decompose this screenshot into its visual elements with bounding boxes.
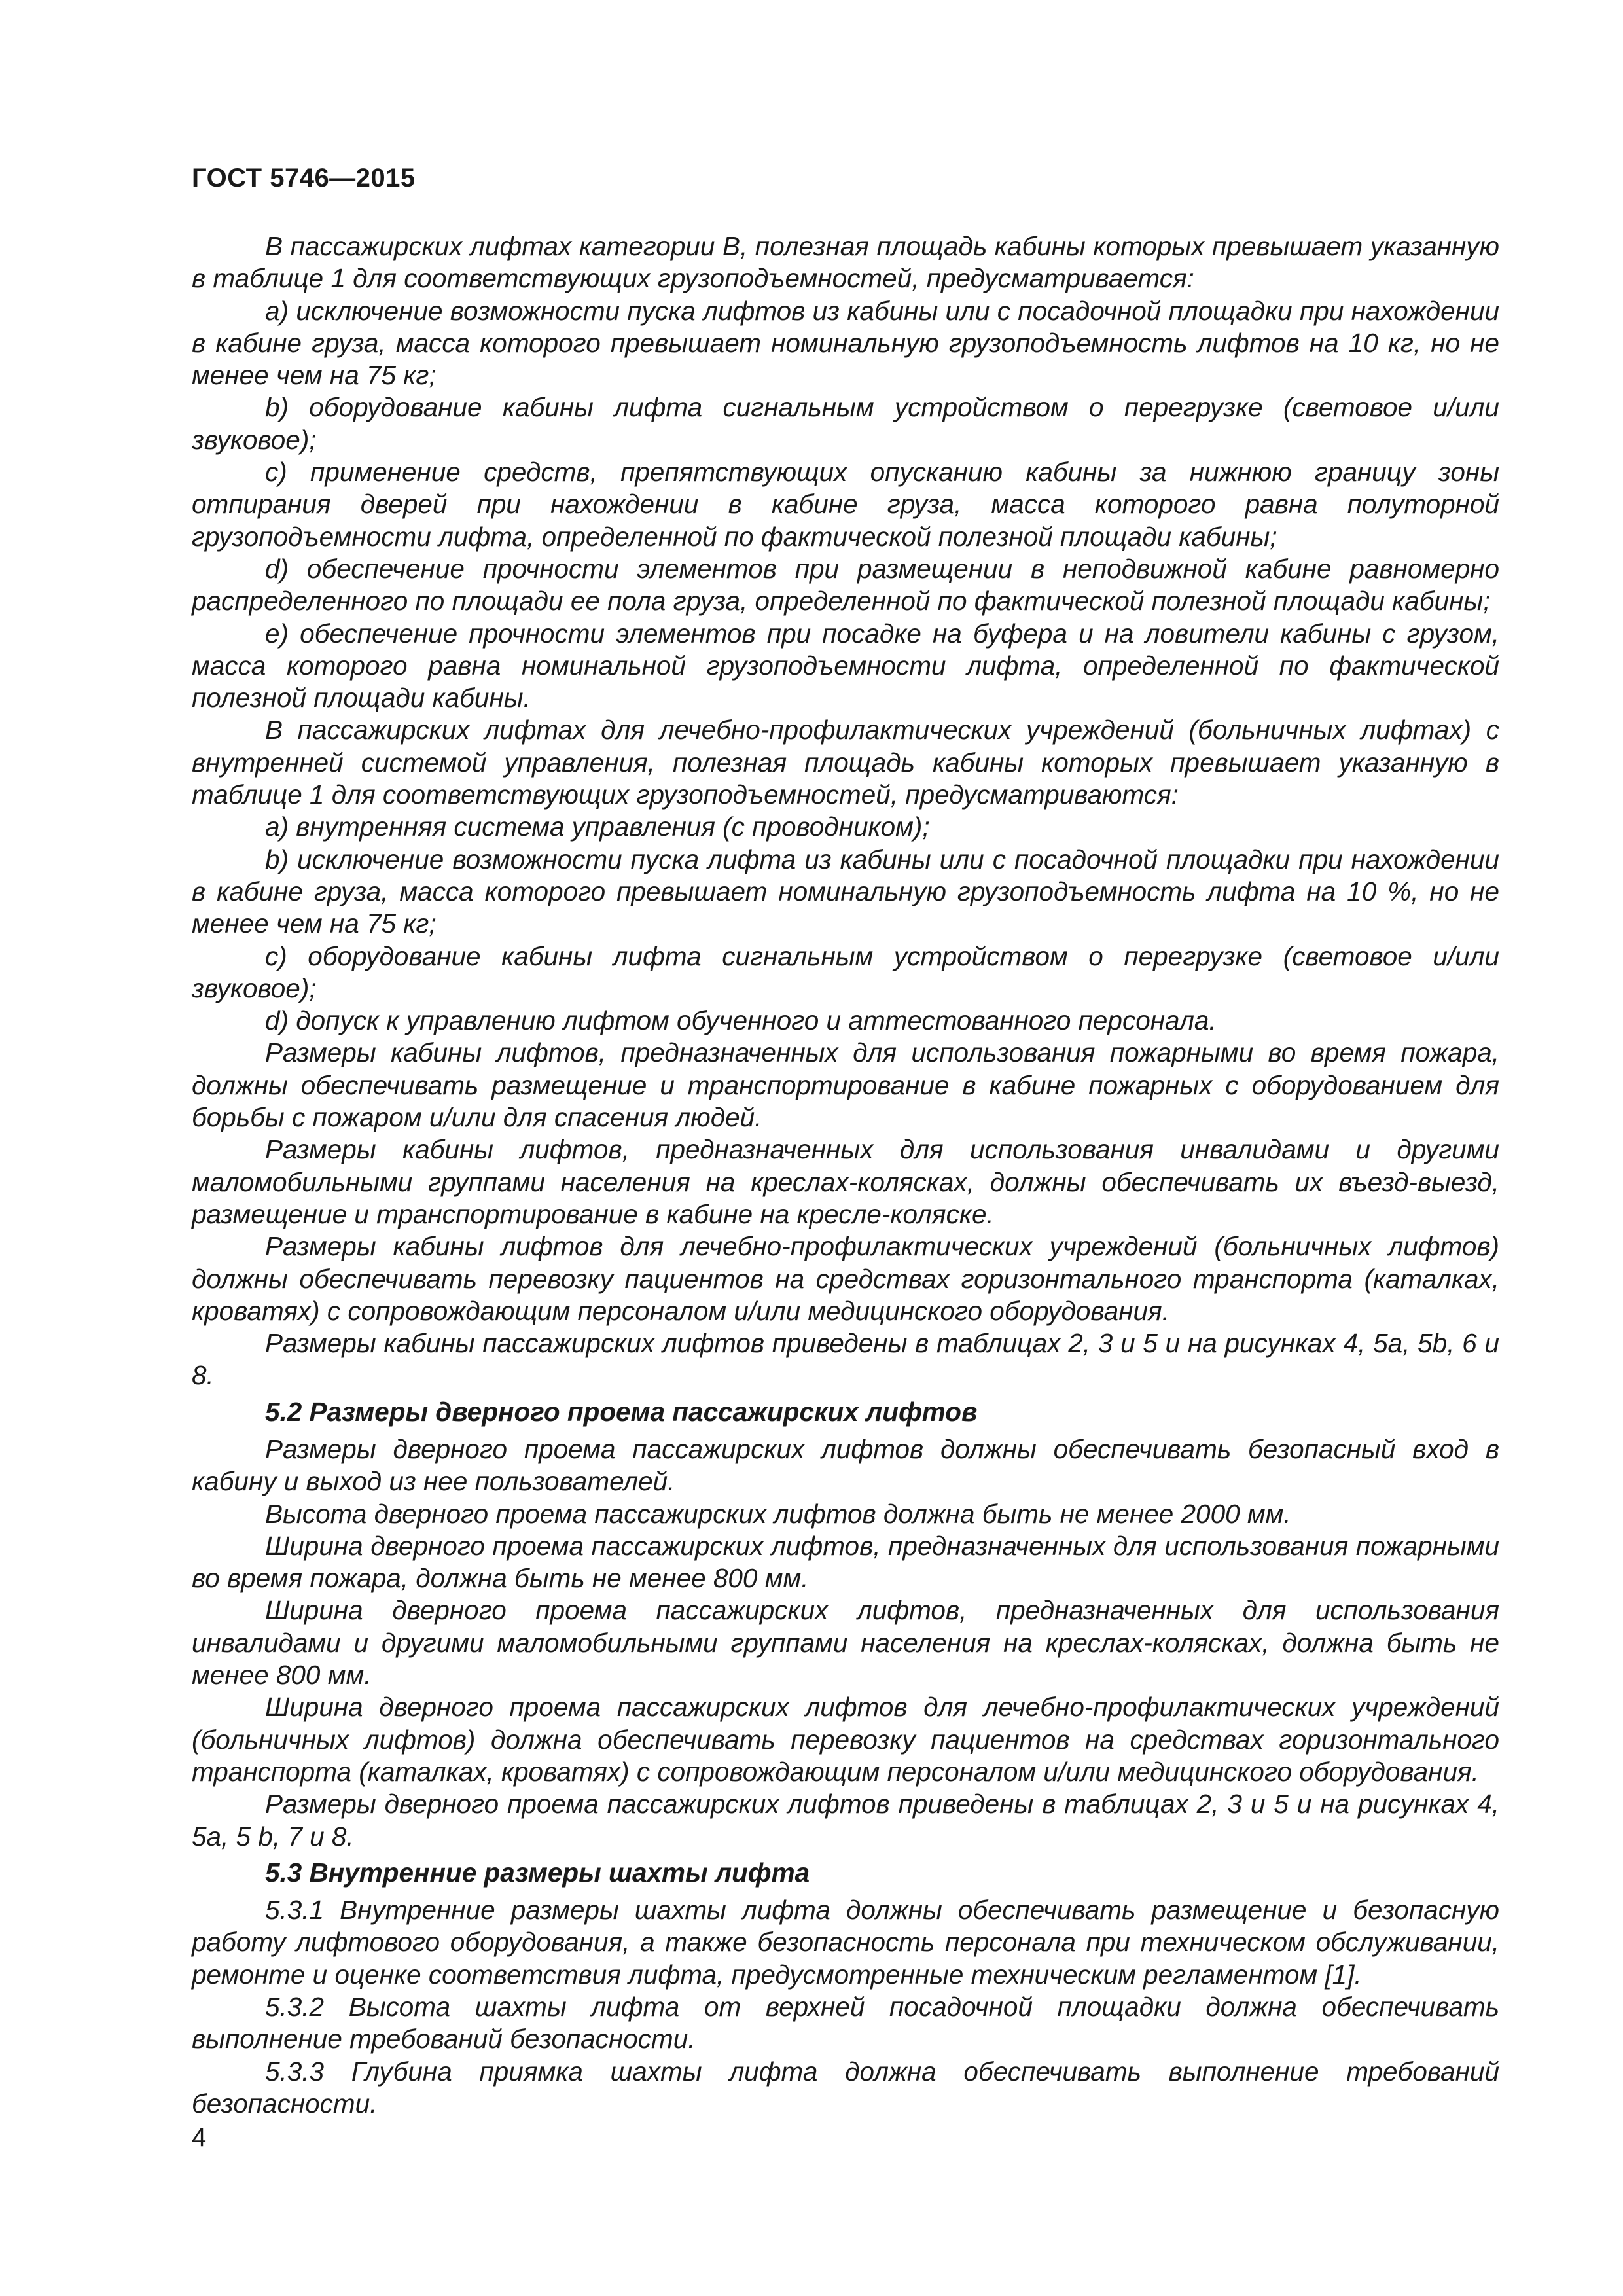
list-item: b) исключение возможности пуска лифта из кабины или с посадочной площадки при нахождении в кабине груза, масса которого превышает номинальную грузоподъемность лифта на 10 %, но не менее чем на 75 кг; <box>192 844 1499 939</box>
list-item: b) оборудование кабины лифта сигнальным устройством о перегрузке (световое и/или звуковое); <box>192 392 1499 455</box>
page-number: 4 <box>192 2123 207 2152</box>
list-item: d) обеспечение прочности элементов при размещении в неподвижной кабине равномерно распределенного по площади ее пола груза, определенной по фактической полезной площади кабины; <box>192 553 1499 617</box>
paragraph: Высота дверного проема пассажирских лифтов должна быть не менее 2000 мм. <box>265 1498 1291 1529</box>
section-heading: 5.2 Размеры дверного проема пассажирских лифтов <box>265 1396 978 1427</box>
paragraph: Размеры кабины лифтов, предназначенных для использования инвалидами и другими маломобильными группами населения на креслах-колясках, должны обеспечивать их въезд-выезд, размещение и транспортирование в кабине на кресле-коляске. <box>192 1134 1499 1229</box>
paragraph: В пассажирских лифтах категории В, полезная площадь кабины которых превышает указанную в таблице 1 для соответствующих грузоподъемностей, предусматривается: <box>192 231 1499 294</box>
paragraph: Размеры дверного проема пассажирских лифтов должны обеспечивать безопасный вход в кабину и выход из нее пользователей. <box>192 1433 1499 1497</box>
paragraph: Размеры дверного проема пассажирских лифтов приведены в таблицах 2, 3 и 5 и на рисунках 4, 5а, 5 b, 7 и 8. <box>192 1789 1499 1852</box>
list-item: e) обеспечение прочности элементов при посадке на буфера и на ловители кабины с грузом, масса которого равна номинальной грузоподъемности лифта, определенной по фактической полезной площади кабины. <box>192 618 1499 713</box>
list-item: a) внутренняя система управления (с проводником); <box>265 812 930 842</box>
list-item: d) допуск к управлению лифтом обученного и аттестованного персонала. <box>265 1005 1217 1036</box>
paragraph: 5.3.1 Внутренние размеры шахты лифта должны обеспечивать размещение и безопасную работу лифтового оборудования, а также безопасность персонала при техническом обслуживании, ремонте и оценке соответствия лифта, предусмотренные техническим регламентом [1]. <box>192 1895 1499 1990</box>
paragraph: Размеры кабины лифтов, предназначенных для использования пожарными во время пожара, должны обеспечивать размещение и транспортирование в кабине пожарных с оборудованием для борьбы с пожаром и/или для спасения людей. <box>192 1037 1499 1133</box>
paragraph: Ширина дверного проема пассажирских лифтов, предназначенных для использования пожарными во время пожара, должна быть не менее 800 мм. <box>192 1530 1499 1594</box>
paragraph: Размеры кабины пассажирских лифтов приведены в таблицах 2, 3 и 5 и на рисунках 4, 5а, 5b, 6 и 8. <box>192 1328 1499 1391</box>
section-heading: 5.3 Внутренние размеры шахты лифта <box>265 1857 810 1888</box>
paragraph: Размеры кабины лифтов для лечебно-профилактических учреждений (больничных лифтов) должны обеспечивать перевозку пациентов на средствах горизонтального транспорта (каталках, кроватях) с сопровождающим персоналом и/или медицинского оборудования. <box>192 1231 1499 1326</box>
document-body <box>192 230 1499 2120</box>
paragraph: 5.3.2 Высота шахты лифта от верхней посадочной площадки должна обеспечивать выполнение требований безопасности. <box>192 1992 1499 2054</box>
paragraph: 5.3.3 Глубина приямка шахты лифта должна обеспечивать выполнение требований безопасности. <box>192 2056 1499 2119</box>
paragraph: Ширина дверного проема пассажирских лифтов, предназначенных для использования инвалидами и другими маломобильными группами населения на креслах-колясках, должна быть не менее 800 мм. <box>192 1595 1499 1691</box>
list-item: c) оборудование кабины лифта сигнальным устройством о перегрузке (световое и/или звуковое); <box>192 941 1499 1003</box>
document-header: ГОСТ 5746—2015 <box>192 164 416 192</box>
paragraph: Ширина дверного проема пассажирских лифтов для лечебно-профилактических учреждений (больничных лифтов) должна обеспечивать перевозку пациентов на средствах горизонтального транспорта (каталках, кроватях) с сопровождающим персоналом и/или медицинского оборудования. <box>192 1692 1499 1787</box>
list-item: a) исключение возможности пуска лифтов из кабины или с посадочной площадки при нахождении в кабине груза, масса которого превышает номинальную грузоподъемность лифтов на 10 кг, но не менее чем на 75 кг; <box>192 295 1499 391</box>
paragraph: В пассажирских лифтах для лечебно-профилактических учреждений (больничных лифтах) с внутренней системой управления, полезная площадь кабины которых превышает указанную в таблице 1 для соответствующих грузоподъемностей, предусматриваются: <box>192 715 1499 810</box>
list-item: c) применение средств, препятствующих опусканию кабины за нижнюю границу зоны отпирания дверей при нахождении в кабине груза, масса которого равна полуторной грузоподъемности лифта, определенной по фактической полезной площади кабины; <box>192 457 1499 552</box>
